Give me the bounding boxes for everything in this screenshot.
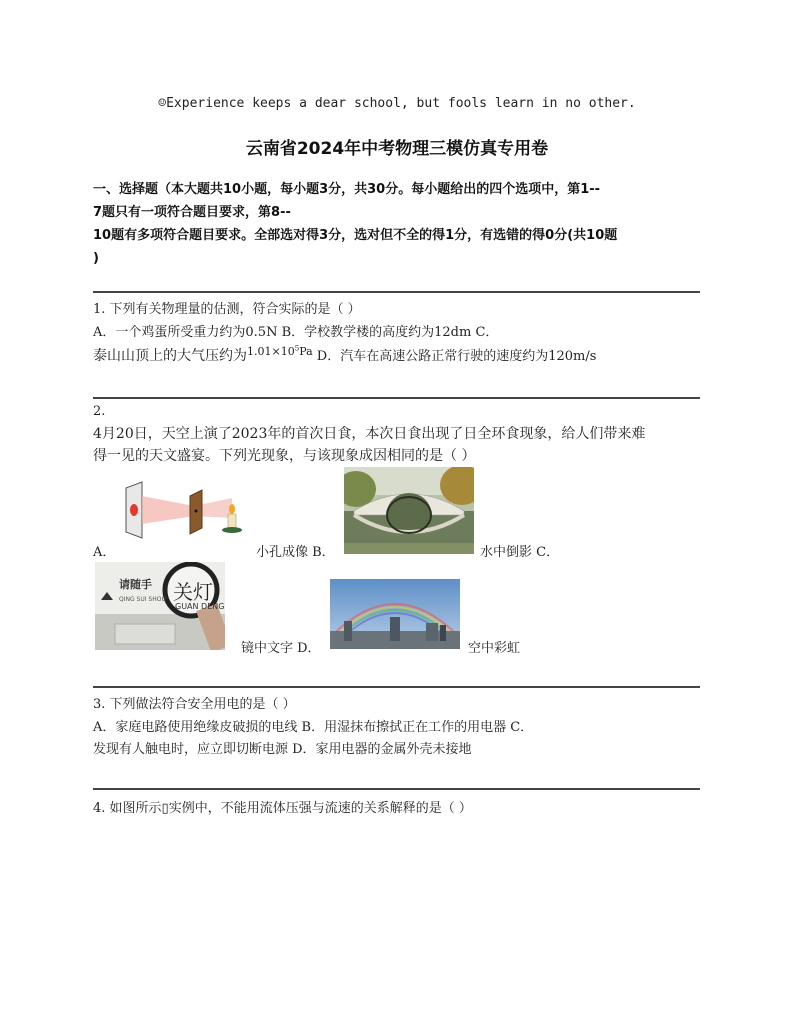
divider [93, 397, 700, 399]
sign-text: 请随手 [119, 578, 152, 591]
q2-stem-line-1: 4月20日，天空上演了2023年的首次日食，本次日食出现了日全环食现象，给人们带来难 [93, 426, 646, 442]
sign-pinyin: QING SUI SHOU [119, 596, 166, 603]
section-line-1: 一、选择题（本大题共10小题，每小题3分，共30分。每小题给出的四个选项中，第1-- [93, 182, 601, 197]
section-line-2: 7题只有一项符合题目要求，第8-- [93, 205, 291, 220]
pinhole-imaging-image [120, 476, 250, 546]
q2-option-a-caption: 小孔成像 B． [256, 545, 335, 560]
sign-text-magnified: 关灯 [173, 580, 213, 604]
section-line-4: ) [93, 251, 99, 266]
q1-stem: 1. 下列有关物理量的估测，符合实际的是（ ） [93, 302, 361, 317]
q3-options-line-1: A．家庭电路使用绝缘皮破损的电线 B．用湿抹布擦拭正在工作的用电器 C． [93, 720, 534, 735]
q1-option-d-text: D．汽车在高速公路正常行驶的速度约为120m/s [312, 349, 597, 364]
pressure-expression: 1.01×105Pa [247, 344, 313, 358]
divider [93, 686, 700, 688]
section-header [93, 178, 705, 270]
q2-option-a-label: A． [93, 545, 116, 560]
page-title: 云南省2024年中考物理三模仿真专用卷 [245, 139, 549, 159]
water-reflection-image [344, 467, 474, 554]
q1-options-line-2 [93, 345, 596, 365]
divider [93, 788, 700, 790]
q2-number: 2. [93, 404, 106, 419]
q3-stem: 3. 下列做法符合安全用电的是（ ） [93, 697, 296, 712]
motto: ☺Experience keeps a dear school, but fools learn in no other. [158, 96, 636, 111]
q1-option-c-text: 泰山山顶上的大气压约为 [93, 348, 247, 364]
magnified-text-image [95, 562, 225, 650]
q2-stem-line-2: 得一见的天文盛宴。下列光现象，与该现象成因相同的是（ ） [93, 448, 476, 464]
q2-option-d-caption: 空中彩虹 [468, 641, 521, 656]
divider [93, 291, 700, 293]
section-line-3: 10题有多项符合题目要求。全部选对得3分，选对但不全的得1分，有选错的得0分(共10题 [93, 228, 618, 243]
rainbow-image [330, 579, 460, 649]
q2-option-b-caption: 水中倒影 C． [480, 545, 560, 560]
q2-option-c-caption: 镜中文字 D． [241, 641, 321, 656]
q4-stem: 4. 如图所示▯实例中，不能用流体压强与流速的关系解释的是（ ） [93, 801, 472, 816]
q1-options-line-1: A．一个鸡蛋所受重力约为0.5N B．学校教学楼的高度约为12dm C． [93, 325, 499, 340]
sign-pinyin-magnified: GUAN DENG [175, 602, 225, 611]
q3-options-line-2: 发现有人触电时，应立即切断电源 D．家用电器的金属外壳未接地 [93, 742, 472, 757]
